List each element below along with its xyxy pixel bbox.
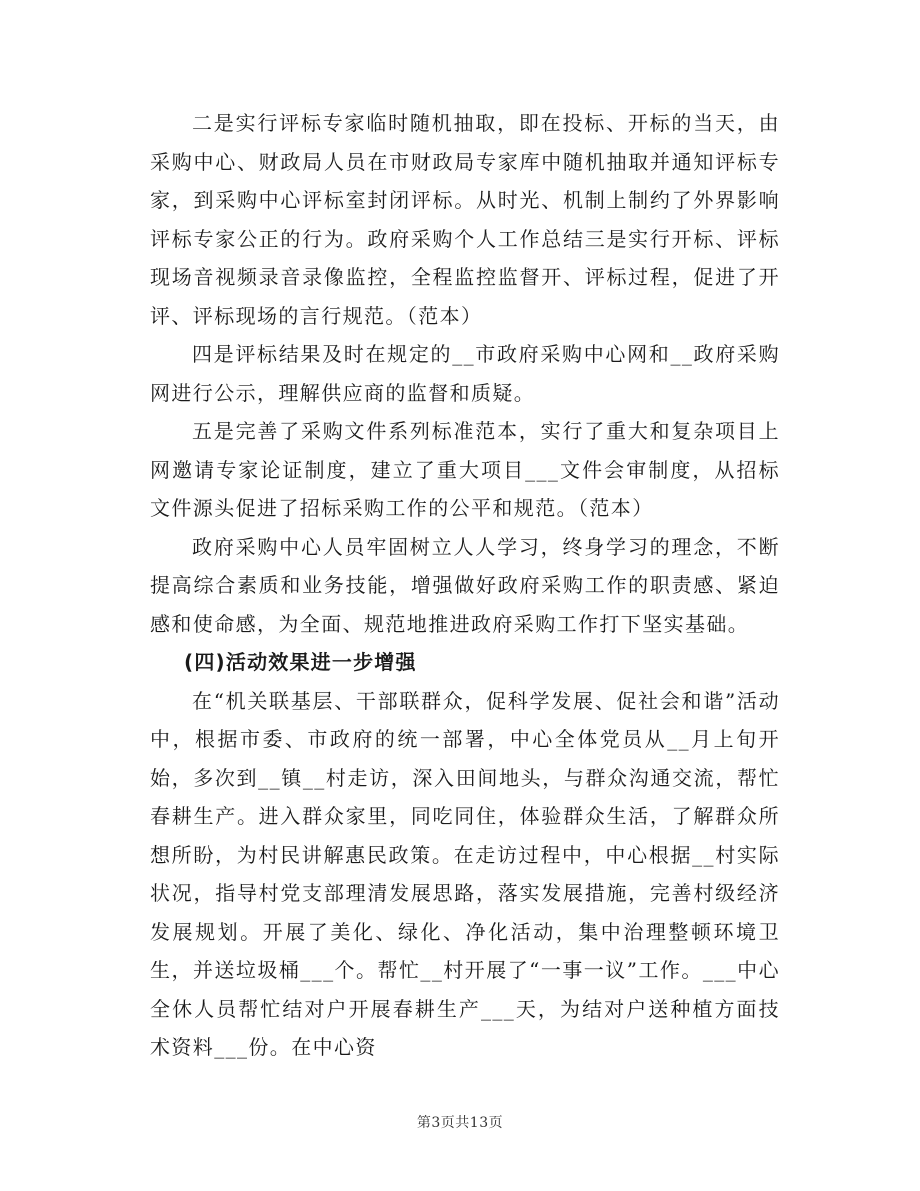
paragraph-staff-learning: 政府采购中心人员牢固树立人人学习，终身学习的理念，不断提高综合素质和业务技能，增强做好政府采购工作的职责感、紧迫感和使命感，为全面、规范地推进政府采购工作打下坚实基础。 — [150, 534, 780, 636]
page-number-footer: 第3页共13页 — [416, 1115, 504, 1131]
document-body — [150, 104, 780, 1067]
paragraph-standard-templates: 五是完善了采购文件系列标准范本，实行了重大和复杂项目上网邀请专家论证制度，建立了重大项目___文件会审制度，从招标文件源头促进了招标采购工作的公平和规范。（范本） — [150, 419, 780, 520]
paragraph-activity-results: 在“机关联基层、干部联群众，促科学发展、促社会和谐”活动中，根据市委、市政府的统一部署，中心全体党员从__月上旬开始，多次到__镇__村走访，深入田间地头，与群众沟通交流，帮忙春耕生产。进入群众家里，同吃同住，体验群众生活，了解群众所想所盼，为村民讲解惠民政策。在走访过程中，中心根据__村实际状况，指导村党支部理清发展思路，落实发展措施，完善村级经济发展规划。开展了美化、绿化、净化活动，集中治理整顿环境卫生，并送垃圾桶___个。帮忙__村开展了“一事一议”工作。___中心全休人员帮忙结对户开展春耕生产___天，为结对户送种植方面技术资料___份。在中心资 — [150, 688, 780, 1059]
paragraph-results-publicity: 四是评标结果及时在规定的__市政府采购中心网和__政府采购网进行公示，理解供应商的监督和质疑。 — [150, 342, 780, 405]
paragraph-evaluation-experts: 二是实行评标专家临时随机抽取，即在投标、开标的当天，由采购中心、财政局人员在市财政局专家库中随机抽取并通知评标专家，到采购中心评标室封闭评标。从时光、机制上制约了外界影响评标专家公正的行为。政府采购个人工作总结三是实行开标、评标现场音视频录音录像监控，全程监控监督开、评标过程，促进了开评、评标现场的言行规范。（范本） — [150, 111, 780, 328]
section-heading: (四)活动效果进一步增强 — [184, 650, 417, 674]
